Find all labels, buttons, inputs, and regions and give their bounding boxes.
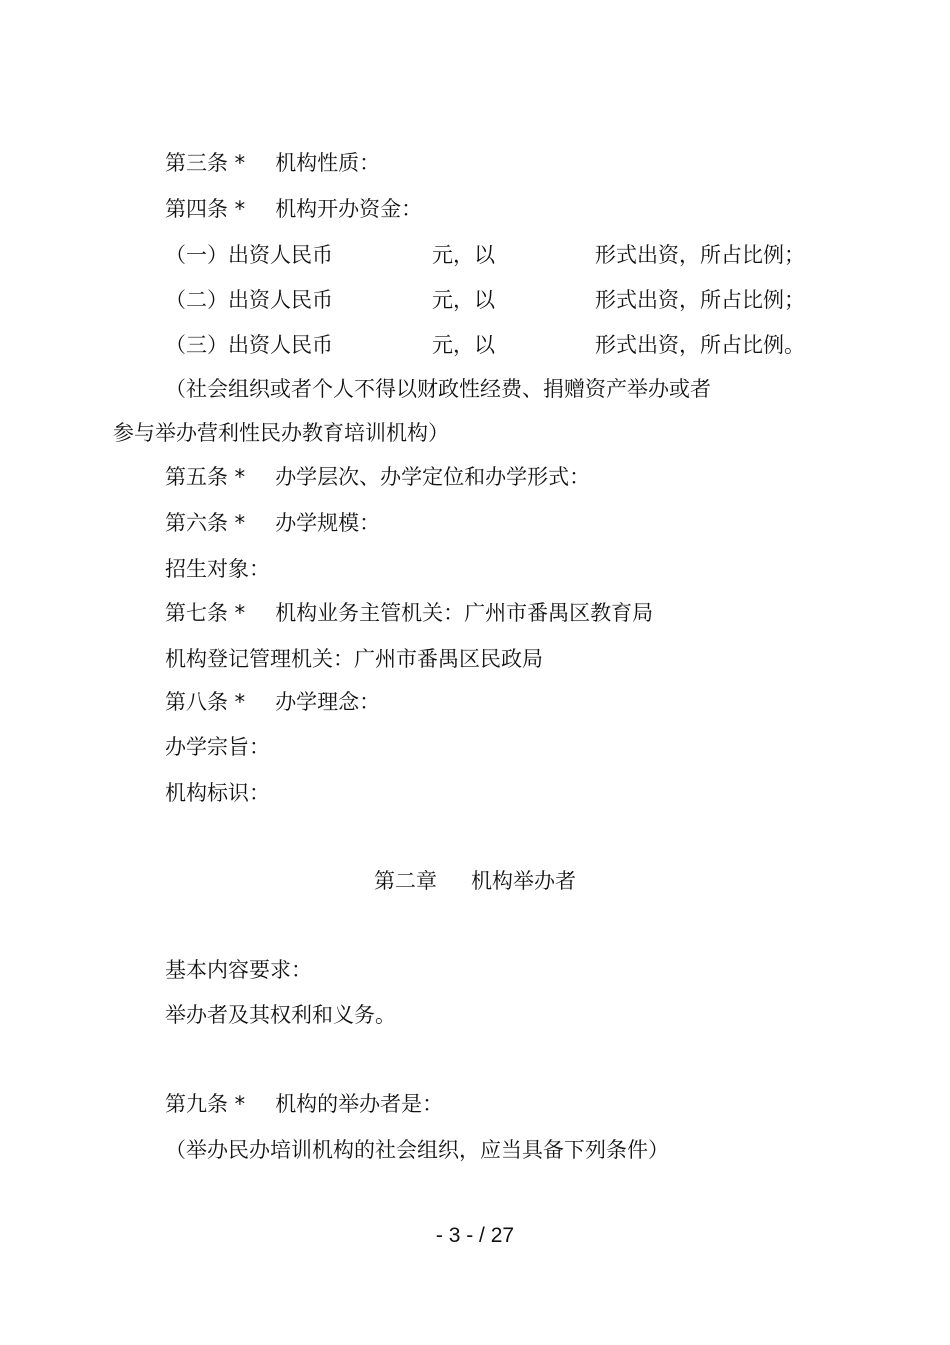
article-8 xyxy=(165,688,380,716)
capital-form: 形式出资，所占比例。 xyxy=(595,333,805,357)
capital-line-1 xyxy=(165,241,805,269)
chapter-number: 第二章 xyxy=(374,869,437,893)
school-purpose: 办学宗旨： xyxy=(165,735,270,759)
capital-form: 形式出资，所占比例； xyxy=(595,288,805,312)
article-3-label: 第三条 * xyxy=(165,151,246,175)
capital-note-line-2: 参与举办营利性民办教育培训机构） xyxy=(113,421,449,445)
article-3 xyxy=(165,149,380,177)
article-6-text: 办学规模： xyxy=(275,511,381,535)
article-7 xyxy=(165,599,653,627)
capital-line-2 xyxy=(165,286,805,314)
chapter-heading xyxy=(0,867,950,895)
chapter-title: 机构举办者 xyxy=(471,869,576,893)
article-9-text: 机构的举办者是： xyxy=(275,1092,444,1116)
article-4 xyxy=(165,195,422,223)
article-9 xyxy=(165,1090,443,1118)
capital-unit: 元，以 xyxy=(432,333,495,357)
founder-conditions-note: （举办民办培训机构的社会组织，应当具备下列条件） xyxy=(165,1138,669,1162)
article-9-label: 第九条 * xyxy=(165,1092,246,1116)
capital-unit: 元，以 xyxy=(432,288,495,312)
capital-form: 形式出资，所占比例； xyxy=(595,243,805,267)
enrollment-target: 招生对象： xyxy=(165,557,270,581)
article-8-text: 办学理念： xyxy=(275,690,381,714)
capital-amount-prefix: （二）出资人民币 xyxy=(165,288,333,312)
article-5-text: 办学层次、办学定位和办学形式： xyxy=(275,465,591,489)
article-4-text: 机构开办资金： xyxy=(275,197,423,221)
capital-unit: 元，以 xyxy=(432,243,495,267)
article-8-label: 第八条 * xyxy=(165,690,246,714)
article-3-text: 机构性质： xyxy=(275,151,381,175)
institution-logo-line: 机构标识： xyxy=(165,781,270,805)
article-7-text: 机构业务主管机关：广州市番禺区教育局 xyxy=(275,601,654,625)
capital-amount-prefix: （一）出资人民币 xyxy=(165,243,333,267)
basic-requirements: 基本内容要求： xyxy=(165,958,312,982)
registration-authority: 机构登记管理机关：广州市番禺区民政局 xyxy=(165,647,543,671)
article-5 xyxy=(165,463,590,491)
article-5-label: 第五条 * xyxy=(165,465,246,489)
article-4-label: 第四条 * xyxy=(165,197,246,221)
capital-note-line-1: （社会组织或者个人不得以财政性经费、捐赠资产举办或者 xyxy=(165,377,711,401)
article-6-label: 第六条 * xyxy=(165,511,246,535)
capital-amount-prefix: （三）出资人民币 xyxy=(165,333,333,357)
page-number: - 3 - / 27 xyxy=(435,1224,515,1247)
article-7-label: 第七条 * xyxy=(165,601,246,625)
founder-rights: 举办者及其权利和义务。 xyxy=(165,1003,396,1027)
article-6 xyxy=(165,509,380,537)
capital-line-3 xyxy=(165,331,805,359)
